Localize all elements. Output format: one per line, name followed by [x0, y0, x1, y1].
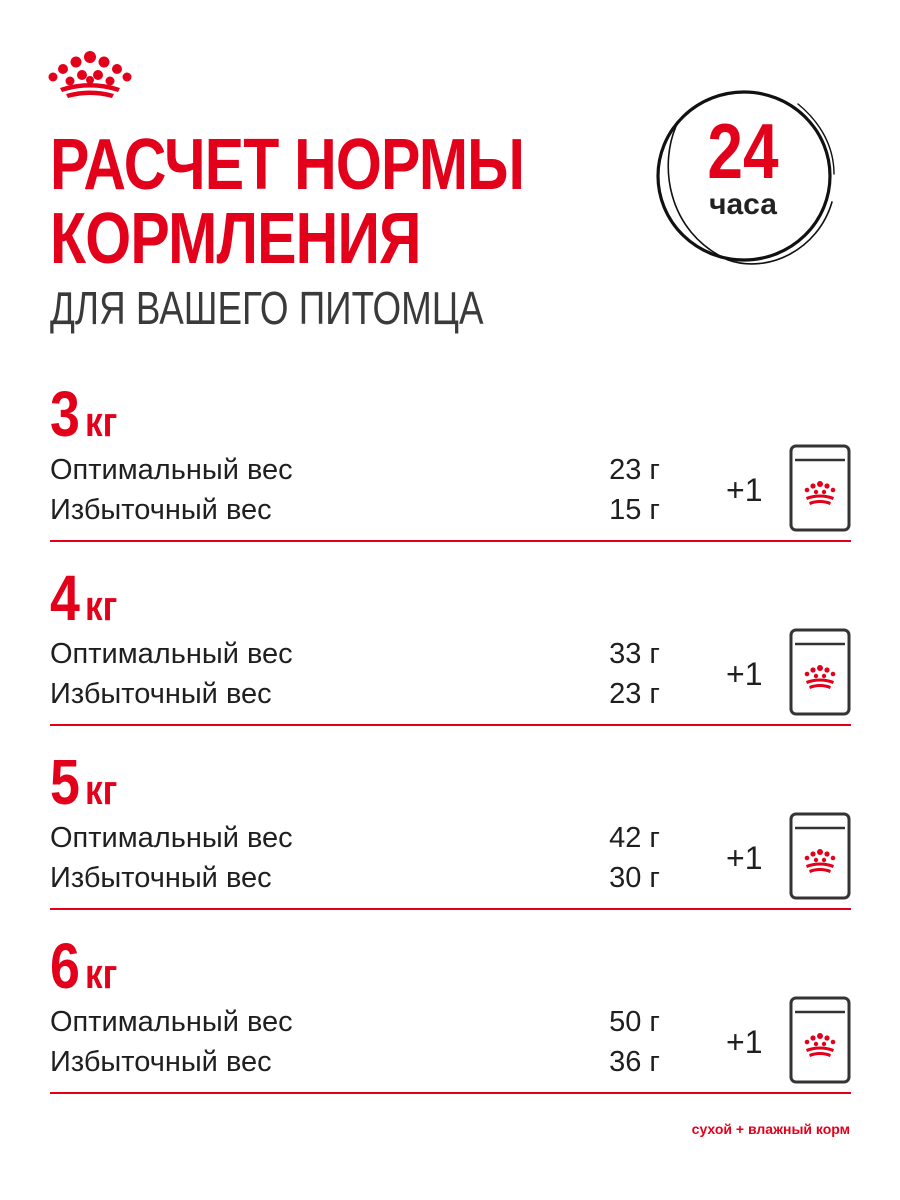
weight-section-3kg — [0, 370, 900, 554]
row-value: 36 г — [609, 1046, 660, 1078]
weight-section-6kg — [0, 922, 900, 1106]
wet-food-pouch-icon — [789, 628, 851, 716]
weight-heading — [50, 378, 118, 450]
row-label: Оптимальный вес — [50, 454, 293, 486]
row-label: Оптимальный вес — [50, 638, 293, 670]
royal-canin-crown-icon — [46, 50, 134, 100]
row-value: 15 г — [609, 494, 660, 526]
weight-number: 4 — [50, 562, 80, 634]
page-subtitle: ДЛЯ ВАШЕГО ПИТОМЦА — [50, 282, 484, 334]
wet-food-pouch-icon — [789, 444, 851, 532]
badge-unit: часа — [709, 188, 777, 221]
wet-food-pouch-icon — [789, 812, 851, 900]
badge-number: 24 — [707, 107, 779, 195]
row-value: 33 г — [609, 638, 660, 670]
table-row — [50, 820, 900, 860]
weight-unit: кг — [84, 950, 118, 997]
title-line-2: КОРМЛЕНИЯ — [50, 199, 421, 279]
row-label: Избыточный вес — [50, 1046, 272, 1078]
wet-food-pouch-icon — [789, 996, 851, 1084]
section-divider — [50, 540, 851, 542]
table-row — [50, 636, 900, 676]
table-row — [50, 676, 900, 716]
row-value: 42 г — [609, 822, 660, 854]
hours-badge — [648, 82, 838, 272]
weight-heading — [50, 562, 118, 634]
title-line-1: РАСЧЕТ НОРМЫ — [50, 125, 525, 205]
table-row — [50, 452, 900, 492]
weight-heading — [50, 746, 118, 818]
row-label: Оптимальный вес — [50, 822, 293, 854]
weight-number: 3 — [50, 378, 80, 450]
weight-heading — [50, 930, 118, 1002]
footnote: сухой + влажный корм — [691, 1121, 850, 1137]
table-row — [50, 492, 900, 532]
section-divider — [50, 724, 851, 726]
row-value: 23 г — [609, 454, 660, 486]
extra-pouch-count: +1 — [726, 1024, 763, 1060]
weight-section-5kg — [0, 738, 900, 922]
weight-unit: кг — [84, 766, 118, 813]
row-value: 50 г — [609, 1006, 660, 1038]
extra-pouch-count: +1 — [726, 840, 763, 876]
weight-unit: кг — [84, 398, 118, 445]
row-label: Избыточный вес — [50, 678, 272, 710]
row-value: 23 г — [609, 678, 660, 710]
table-row — [50, 860, 900, 900]
extra-pouch-count: +1 — [726, 656, 763, 692]
weight-section-4kg — [0, 554, 900, 738]
page-title — [50, 125, 525, 279]
table-row — [50, 1044, 900, 1084]
row-label: Оптимальный вес — [50, 1006, 293, 1038]
table-row — [50, 1004, 900, 1044]
section-divider — [50, 1092, 851, 1094]
weight-unit: кг — [84, 582, 118, 629]
extra-pouch-count: +1 — [726, 472, 763, 508]
row-value: 30 г — [609, 862, 660, 894]
row-label: Избыточный вес — [50, 862, 272, 894]
row-label: Избыточный вес — [50, 494, 272, 526]
section-divider — [50, 908, 851, 910]
weight-number: 6 — [50, 930, 80, 1002]
weight-number: 5 — [50, 746, 80, 818]
